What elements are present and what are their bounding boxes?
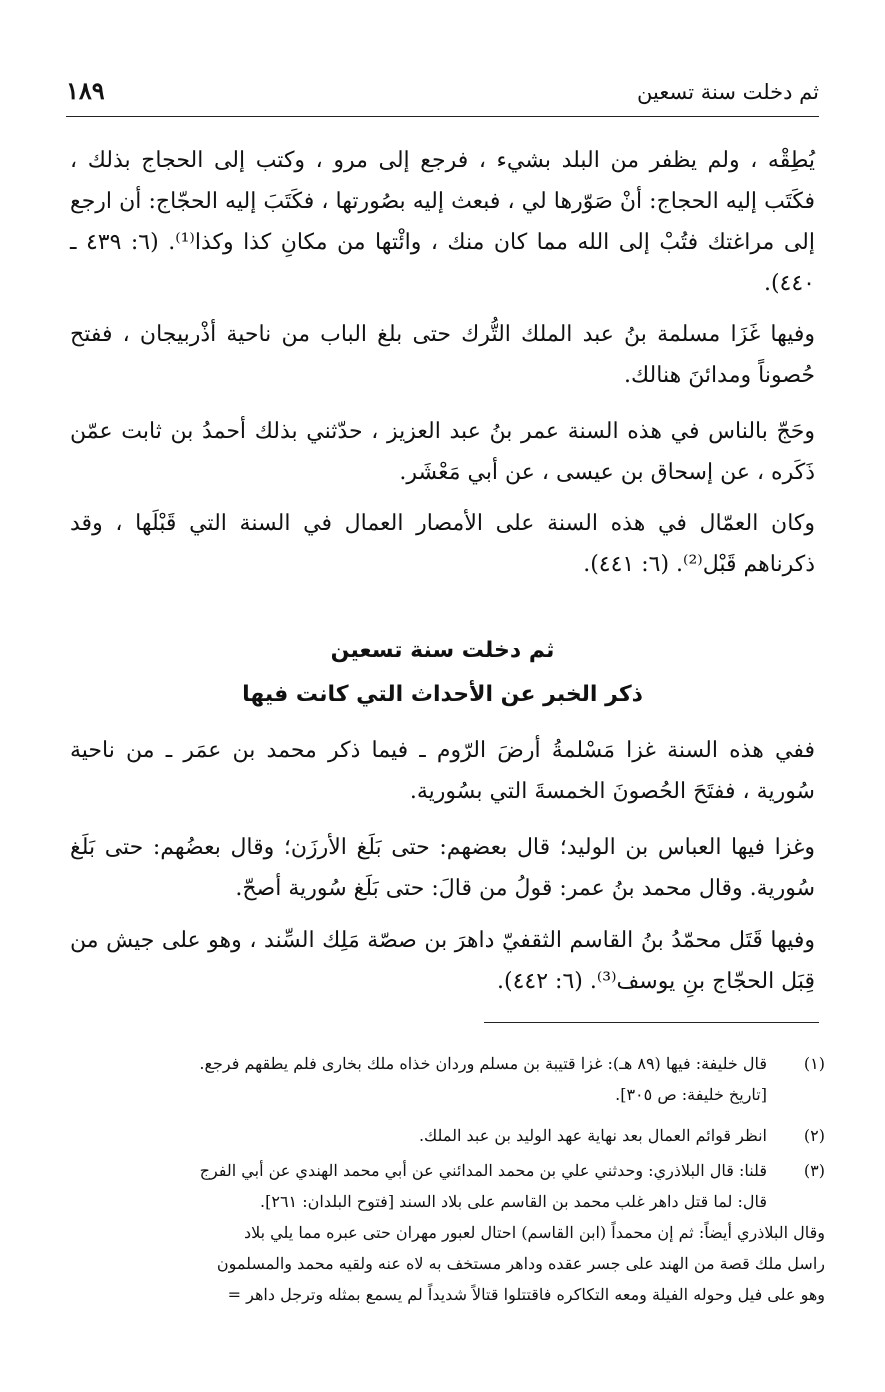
footnote-2 (70, 1120, 825, 1151)
footnote-line: قال خليفة: فيها (٨٩ هـ): غزا قتيبة بن مسلم وردان خذاه ملك بخارى فلم يطقهم فرجع. (199, 1054, 767, 1073)
paragraph: وفيها غَزَا مسلمة بنُ عبد الملك التُّرك حتى بلغ الباب من ناحية أذْربيجان ، ففتح حُصوناً ومدائنَ هنالك. (70, 322, 815, 388)
section-subtitle: ذكر الخبر عن الأحداث التي كانت فيها (242, 682, 643, 707)
paragraph: وكان العمّال في هذه السنة على الأمصار العمال في السنة التي قَبْلَها ، وقد ذكرناهم قَبْل⁽²⁾. (٦: ٤٤١). (70, 511, 815, 577)
footnote-number: (٣) (803, 1161, 825, 1180)
footnote-1 (70, 1048, 825, 1110)
footnote-line: قلنا: قال البلاذري: وحدثني علي بن محمد المدائني عن أبي محمد الهندي عن أبي الفرج (199, 1161, 767, 1180)
section-title: ثم دخلت سنة تسعين (330, 638, 555, 663)
footnote-3 (70, 1155, 825, 1310)
footnote-number: (١) (803, 1054, 825, 1073)
page-number: ١٨٩ (66, 76, 105, 105)
footnote-line: وقال البلاذري أيضاً: ثم إن محمداً (ابن القاسم) احتال لعبور مهران حتى عبره مما يلي بلاد (243, 1223, 825, 1242)
paragraph: وغزا فيها العباس بن الوليد؛ قال بعضهم: حتى بَلَغ الأرزَن؛ وقال بعضُهم: حتى بَلَغ سُورية. وقال محمد بنُ عمر: قولُ من قالَ: حتى بَلَغ سُورية أصحّ. (70, 835, 815, 901)
running-title: ثم دخلت سنة تسعين (637, 80, 819, 104)
footnote-line: قال: لما قتل داهر غلب محمد بن القاسم على بلاد السند [فتوح البلدان: ٢٦١]. (260, 1192, 767, 1211)
paragraph: وحَجّ بالناس في هذه السنة عمر بنُ عبد العزيز ، حدّثني بذلك أحمدُ بن ثابت عمّن ذَكَره ، عن إسحاق بن عيسى ، عن أبي مَعْشَر. (70, 419, 815, 485)
footnote-separator (484, 1022, 819, 1023)
footnote-number: (٢) (803, 1126, 825, 1145)
footnote-line: [تاريخ خليفة: ص ٣٠٥]. (615, 1085, 767, 1104)
footnote-line: راسل ملك قصة من الهند على جسر عقده وداهر مستخف به لاه عنه ولقيه محمد والمسلمون (216, 1254, 825, 1273)
footnote-line: وهو على فيل وحوله الفيلة ومعه التكاكره فاقتتلوا قتالاً شديداً لم يسمع بمثله وترجل داهر = (227, 1285, 825, 1304)
page-header (66, 72, 819, 117)
paragraph: ففي هذه السنة غزا مَسْلمةُ أرضَ الرّوم ـ فيما ذكر محمد بن عمَر ـ من ناحية سُورية ، ففتَحَ الحُصونَ الخمسةَ التي بسُورية. (70, 738, 815, 804)
footnote-line: انظر قوائم العمال بعد نهاية عهد الوليد بن عبد الملك. (418, 1126, 767, 1145)
paragraph: يُطِقْه ، ولم يظفر من البلد بشيء ، فرجع إلى مرو ، وكتب إلى الحجاج بذلك ، فكَتَب إليه الحجاج: أنْ صَوّرها لي ، فبعث إليه بصُورتها ، فكَتَبَ إليه الحجّاج: أن ارجع إلى مراغتك فتُبْ إلى الله مما كان منك ، وائْتها من مكانِ كذا وكذا⁽¹⁾. (٦: ٤٣٩ ـ ٤٤٠). (70, 148, 815, 296)
paragraph: وفيها قَتَل محمّدُ بنُ القاسم الثقفيّ داهرَ بن صصّة مَلِك السِّند ، وهو على جيش من قِبَل الحجّاج بنِ يوسف⁽³⁾. (٦: ٤٤٢). (70, 928, 815, 994)
